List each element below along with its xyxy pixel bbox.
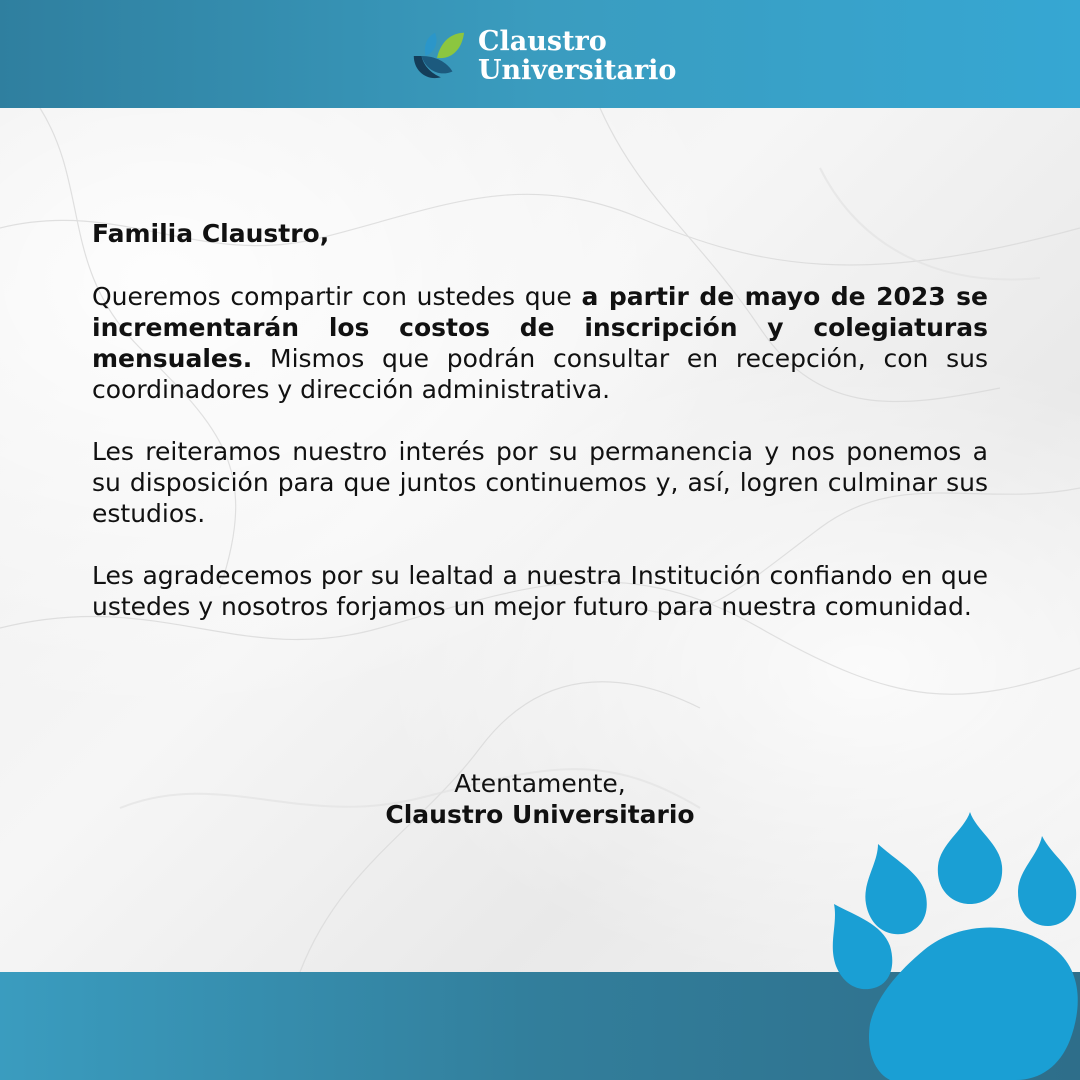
paragraph-rest: Mismos que podrán consultar en recepción, con sus coordinadores y dirección administrativa.: [92, 344, 988, 404]
brand-logo: [408, 24, 676, 88]
paragraph-highlight: a partir de mayo de 2023 se incrementarán los costos de inscripción y colegiaturas mensuales.: [92, 282, 988, 373]
brand-name-line1: Claustro: [478, 26, 607, 57]
header-bar: [0, 0, 1080, 108]
paragraph-increase-notice: [92, 281, 988, 405]
salutation: Familia Claustro,: [92, 219, 330, 248]
closing-salutation: Atentamente,: [454, 769, 626, 798]
paragraph-permanence: Les reiteramos nuestro interés por su permanencia y nos ponemos a su disposición para que juntos continuemos y, así, logren culminar sus estudios.: [92, 437, 988, 528]
letter-body: [92, 218, 988, 653]
brand-name-line2: Universitario: [478, 55, 677, 86]
brand-name: [478, 27, 676, 85]
paragraph-intro: Queremos compartir con ustedes que: [92, 282, 582, 311]
closing-signature: Claustro Universitario: [385, 800, 695, 829]
paw-print-icon: [820, 800, 1080, 1080]
leaf-logo-icon: [408, 27, 466, 85]
paragraph-gratitude: Les agradecemos por su lealtad a nuestra Institución confiando en que ustedes y nosotros forjamos un mejor futuro para nuestra comunidad.: [92, 561, 988, 621]
